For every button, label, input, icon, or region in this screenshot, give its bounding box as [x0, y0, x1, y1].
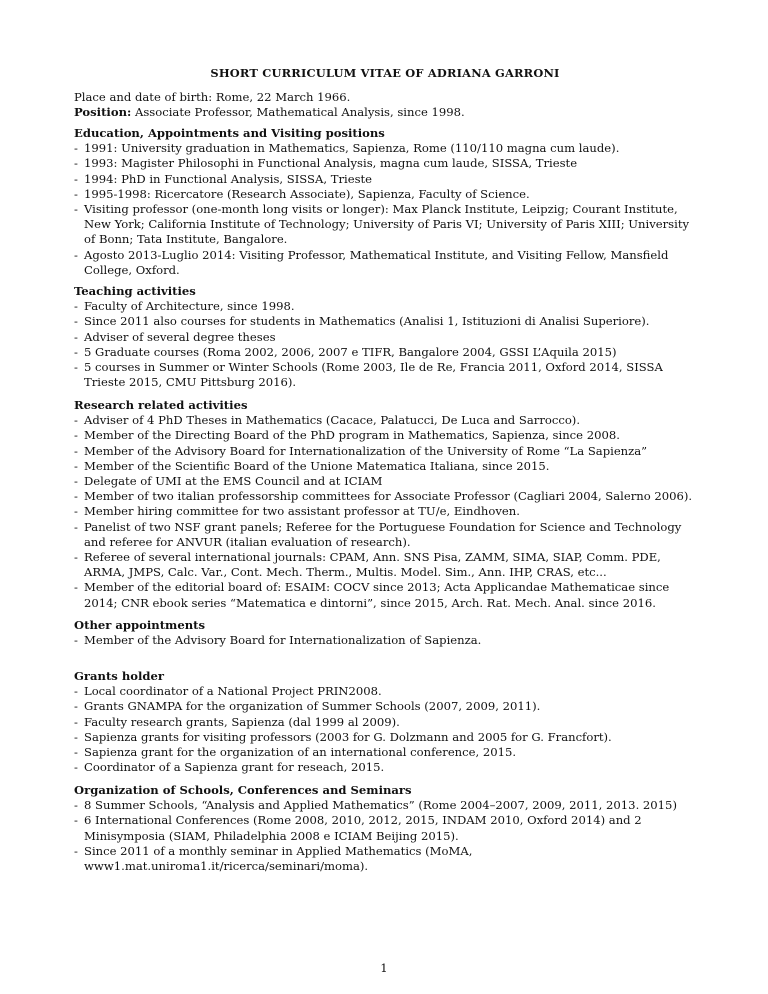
section-heading: Education, Appointments and Visiting positions	[74, 126, 385, 140]
list-item: - Member of the Directing Board of the PhD program in Mathematics, Sapienza, since 2008.	[74, 428, 696, 443]
section-heading: Teaching activities	[74, 284, 196, 298]
list-item: - 1993: Magister Philosophi in Functional Analysis, magna cum laude, SISSA, Trieste	[74, 156, 696, 171]
section-heading: Organization of Schools, Conferences and Seminars	[74, 783, 412, 797]
list-item: - Delegate of UMI at the EMS Council and at ICIAM	[74, 474, 696, 489]
list-item: - Member hiring committee for two assistant professor at TU/e, Eindhoven.	[74, 504, 696, 519]
section-list	[74, 798, 696, 874]
section-heading: Research related activities	[74, 398, 248, 412]
list-item: - Member of the Advisory Board for Internationalization of the University of Rome “La Sapienza”	[74, 444, 696, 459]
section-teaching	[74, 284, 696, 390]
list-item: - 1994: PhD in Functional Analysis, SISSA, Trieste	[74, 172, 696, 187]
list-item: - Agosto 2013-Luglio 2014: Visiting Professor, Mathematical Institute, and Visiting Fellow, Mansfield College, Oxford.	[74, 248, 696, 278]
list-item: - Referee of several international journals: CPAM, Ann. SNS Pisa, ZAMM, SIMA, SIAP, Comm. PDE, ARMA, JMPS, Calc. Var., Cont. Mech. Therm., Multis. Model. Sim., Ann. IHP, CRAS, etc...	[74, 550, 696, 580]
section-list	[74, 684, 696, 775]
section-other-appointments	[74, 618, 696, 648]
section-research	[74, 398, 696, 611]
list-item: - Local coordinator of a National Project PRIN2008.	[74, 684, 696, 699]
list-item: - Sapienza grant for the organization of an international conference, 2015.	[74, 745, 696, 760]
list-item: - 5 courses in Summer or Winter Schools (Rome 2003, Ile de Re, Francia 2011, Oxford 2014, SISSA Trieste 2015, CMU Pittsburg 2016).	[74, 360, 696, 390]
section-list	[74, 633, 696, 648]
position-value: Associate Professor, Mathematical Analysis, since 1998.	[131, 105, 465, 120]
list-item: - Faculty research grants, Sapienza (dal 1999 al 2009).	[74, 715, 696, 730]
section-heading: Grants holder	[74, 669, 165, 683]
section-education	[74, 126, 696, 278]
intro-block	[74, 90, 696, 120]
list-item: - Panelist of two NSF grant panels; Referee for the Portuguese Foundation for Science and Technology and referee for ANVUR (italian evaluation of research).	[74, 520, 696, 550]
section-organization	[74, 783, 696, 874]
list-item: - Since 2011 also courses for students in Mathematics (Analisi 1, Istituzioni di Analisi Superiore).	[74, 314, 696, 329]
position-label: Position:	[74, 105, 132, 120]
list-item: - Member of the editorial board of: ESAIM: COCV since 2013; Acta Applicandae Mathematicae since 2014; CNR ebook series “Matematica e dintorni”, since 2015, Arch. Rat. Mech. Anal. since 2016.	[74, 580, 696, 610]
position-line	[74, 105, 696, 120]
list-item: - 1991: University graduation in Mathematics, Sapienza, Rome (110/110 magna cum laude).	[74, 141, 696, 156]
list-item: - 5 Graduate courses (Roma 2002, 2006, 2007 e TIFR, Bangalore 2004, GSSI L’Aquila 2015)	[74, 345, 696, 360]
list-item: - Visiting professor (one-month long visits or longer): Max Planck Institute, Leipzig; Courant Institute, New York; California Institute of Technology; University of Paris VI; University of Paris XIII; University of Bonn; Tata Institute, Bangalore.	[74, 202, 696, 248]
list-item: - Member of the Scientific Board of the Unione Matematica Italiana, since 2015.	[74, 459, 696, 474]
section-heading: Other appointments	[74, 618, 206, 632]
list-item: - 1995-1998: Ricercatore (Research Associate), Sapienza, Faculty of Science.	[74, 187, 696, 202]
list-item: - Since 2011 of a monthly seminar in Applied Mathematics (MoMA, www1.mat.uniroma1.it/ricerca/seminari/moma).	[74, 844, 696, 874]
list-item: - Sapienza grants for visiting professors (2003 for G. Dolzmann and 2005 for G. Francfort).	[74, 730, 696, 745]
list-item: - 8 Summer Schools, “Analysis and Applied Mathematics” (Rome 2004–2007, 2009, 2011, 2013. 2015)	[74, 798, 696, 813]
list-item: - Grants GNAMPA for the organization of Summer Schools (2007, 2009, 2011).	[74, 699, 696, 714]
list-item: - Member of two italian professorship committees for Associate Professor (Cagliari 2004, Salerno 2006).	[74, 489, 696, 504]
section-list	[74, 141, 696, 278]
section-list	[74, 299, 696, 390]
list-item: - Adviser of 4 PhD Theses in Mathematics (Cacace, Palatucci, De Luca and Sarrocco).	[74, 413, 696, 428]
birth-line: Place and date of birth: Rome, 22 March 1966.	[74, 90, 351, 104]
page-number: 1	[380, 961, 388, 975]
list-item: - Adviser of several degree theses	[74, 330, 696, 345]
list-item: - Faculty of Architecture, since 1998.	[74, 299, 696, 314]
document-title: SHORT CURRICULUM VITAE OF ADRIANA GARRONI	[210, 66, 560, 80]
section-grants	[74, 669, 696, 775]
section-list	[74, 413, 696, 611]
list-item: - 6 International Conferences (Rome 2008, 2010, 2012, 2015, INDAM 2010, Oxford 2014) and 2 Minisymposia (SIAM, Philadelphia 2008 e ICIAM Beijing 2015).	[74, 813, 696, 843]
list-item: - Member of the Advisory Board for Internationalization of Sapienza.	[74, 633, 696, 648]
list-item: - Coordinator of a Sapienza grant for reseach, 2015.	[74, 760, 696, 775]
